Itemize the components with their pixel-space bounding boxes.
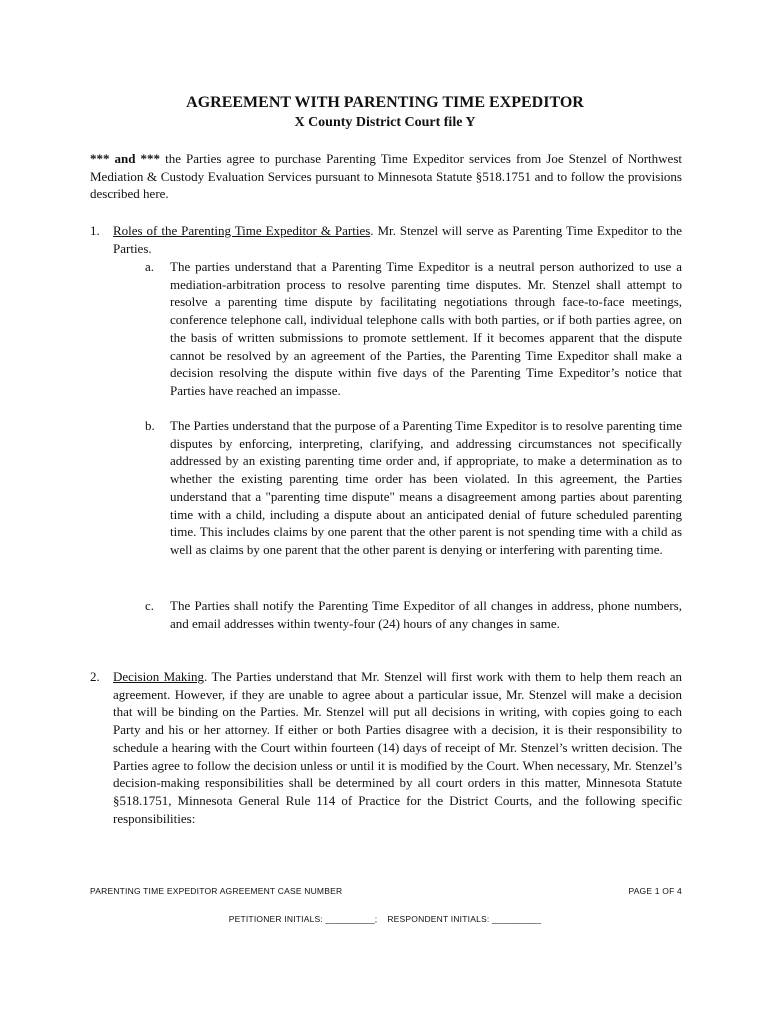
section-number: 2. [90, 669, 100, 684]
footer-case-label: PARENTING TIME EXPEDITOR AGREEMENT CASE NUMBER [90, 886, 343, 896]
initials-line [0, 914, 770, 924]
subitem-text: The Parties shall notify the Parenting Time Expeditor of all changes in address, phone numbers, and email addresses within twenty-four (24) hours of any changes in same. [170, 598, 682, 631]
subitem-text: The Parties understand that the purpose of a Parenting Time Expeditor is to resolve parenting time disputes by enforcing, interpreting, clarifying, and addressing circumstances not specifically addressed by an existing parenting time order and, if appropriate, to make a determination as to whether the existing parenting time order has been violated. In this agreement, the Parties understand that a "parenting time dispute" means a disagreement among parties about parenting time with a child, including a dispute about an anticipated denial of future scheduled parenting time. This includes claims by one parent that the other parent is not spending time with a child as well as claims by one parent that the other parent is denying or interfering with parenting time. [170, 418, 682, 557]
subitem-b [145, 417, 682, 559]
footer-page-number: PAGE 1 OF 4 [628, 886, 682, 896]
section-decision-making [90, 668, 682, 827]
subitem-text: The parties understand that a Parenting Time Expeditor is a neutral person authorized to use a mediation-arbitration process to resolve parenting time disputes. Mr. Stenzel shall attempt to resolve a parenting time dispute by facilitating negotiations through face-to-face meetings, conference telephone call, individual telephone calls with both parties, or if both parties agree, on the basis of written submissions to promote settlement. If it becomes apparent that the dispute cannot be resolved by an agreement of the Parties, the Parenting Time Expeditor shall make a decision resolving the dispute within five days of the Parenting Time Expeditor’s notice that Parties have reached an impasse. [170, 259, 682, 398]
respondent-initials: RESPONDENT INITIALS: __________ [387, 914, 542, 924]
intro-text: the Parties agree to purchase Parenting Time Expeditor services from Joe Stenzel of Northwest Mediation & Custody Evaluation Services pursuant to Minnesota Statute §518.1751 and to follow the provisions described here. [90, 151, 682, 202]
subitem-letter: b. [145, 418, 155, 433]
document-title: AGREEMENT WITH PARENTING TIME EXPEDITOR [186, 94, 584, 111]
subitem-letter: a. [145, 259, 155, 274]
document-subtitle: X County District Court file Y [294, 115, 476, 130]
section-number: 1. [90, 223, 100, 238]
petitioner-initials: PETITIONER INITIALS: __________; [228, 914, 378, 924]
section-text: . The Parties understand that Mr. Stenzel will first work with them to help them reach an agreement. However, if they are unable to agree about a particular issue, Mr. Stenzel will make a decision that will be binding on the Parties. Mr. Stenzel will put all decisions in writing, with copies going to each Party and his or her attorney. If either or both Parties disagree with a decision, it is their responsibility to schedule a hearing with the Court within fourteen (14) days of receipt of Mr. Stenzel’s written decision. The Parties agree to follow the decision unless or until it is modified by the Court. When necessary, Mr. Stenzel’s decision-making responsibilities shall be determined by all court orders in this matter, Minnesota Statute §518.1751, Minnesota General Rule 114 of Practice for the District Courts, and the following specific responsibilities: [113, 669, 682, 826]
subitem-a [145, 258, 682, 400]
subitem-c [145, 597, 682, 632]
section-heading: Roles of the Parenting Time Expeditor & Parties [113, 223, 371, 238]
section-roles [90, 222, 682, 257]
subitem-letter: c. [145, 598, 155, 613]
intro-parties: *** and *** [90, 151, 161, 166]
intro-paragraph [90, 150, 682, 203]
section-text: . Mr. Stenzel will serve as Parenting Time Expeditor to the Parties. [113, 223, 682, 256]
section-heading: Decision Making [113, 669, 205, 684]
